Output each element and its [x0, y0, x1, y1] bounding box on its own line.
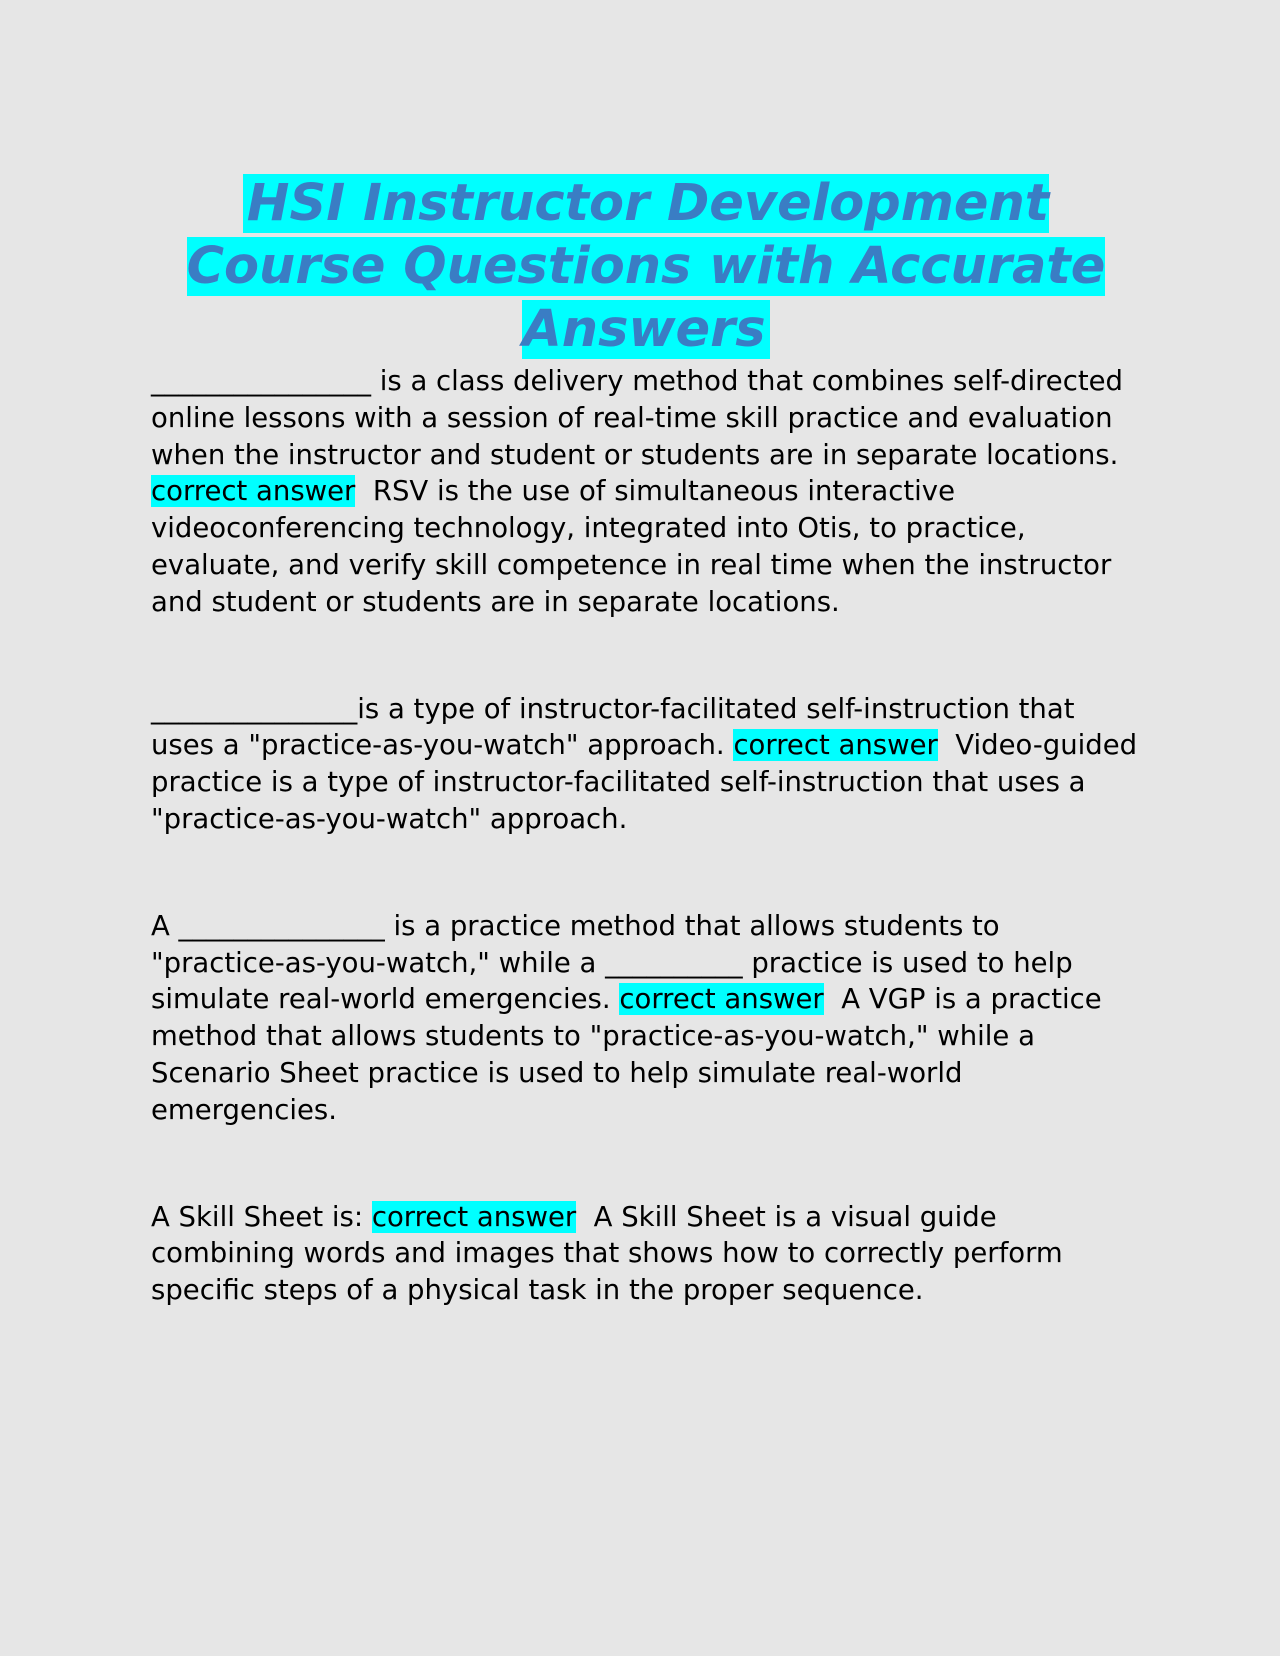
qa-item-1: [151, 363, 1141, 621]
answer-marker-2: correct answer: [733, 729, 938, 762]
answer-marker-3: correct answer: [619, 983, 824, 1016]
answer-3: A VGP is a practice method that allows students to "practice-as-you-watch," while a Scenario Sheet practice is used to help simulate real-world emergencies.: [151, 983, 1102, 1126]
answer-marker-4: correct answer: [371, 1200, 577, 1233]
qa-item-4: [151, 1199, 1141, 1309]
question-4: A Skill Sheet is:: [151, 1200, 364, 1233]
question-2: _______________is a type of instructor-facilitated self-instruction that uses a "practice-as-you-watch" approach.: [151, 692, 1075, 762]
question-1: ________________ is a class delivery method that combines self-directed online lessons with a session of real-time skill practice and evaluation when the instructor and student or students are in separate locations.: [151, 365, 1123, 471]
question-3: A _______________ is a practice method that allows students to "practice-as-you-watch," while a __________ practice is used to help simulate real-world emergencies.: [151, 909, 1073, 1016]
document-page: [151, 172, 1141, 1309]
answer-2: Video-guided practice is a type of instructor-facilitated self-instruction that uses a "practice-as-you-watch" approach.: [151, 729, 1138, 835]
qa-item-2: [151, 691, 1141, 838]
document-title: [151, 172, 1141, 361]
qa-item-3: [151, 908, 1141, 1129]
answer-4: A Skill Sheet is a visual guide combining words and images that shows how to correctly perform specific steps of a physical task in the proper sequence.: [151, 1200, 1063, 1307]
answer-marker-1: correct answer: [151, 475, 356, 508]
answer-1: RSV is the use of simultaneous interactive videoconferencing technology, integrated into Otis, to practice, evaluate, and verify skill competence in real time when the instructor and student or students are in separate locations.: [151, 475, 1112, 618]
document-title-text: HSI Instructor Development Course Questions with Accurate Answers: [186, 174, 1106, 359]
